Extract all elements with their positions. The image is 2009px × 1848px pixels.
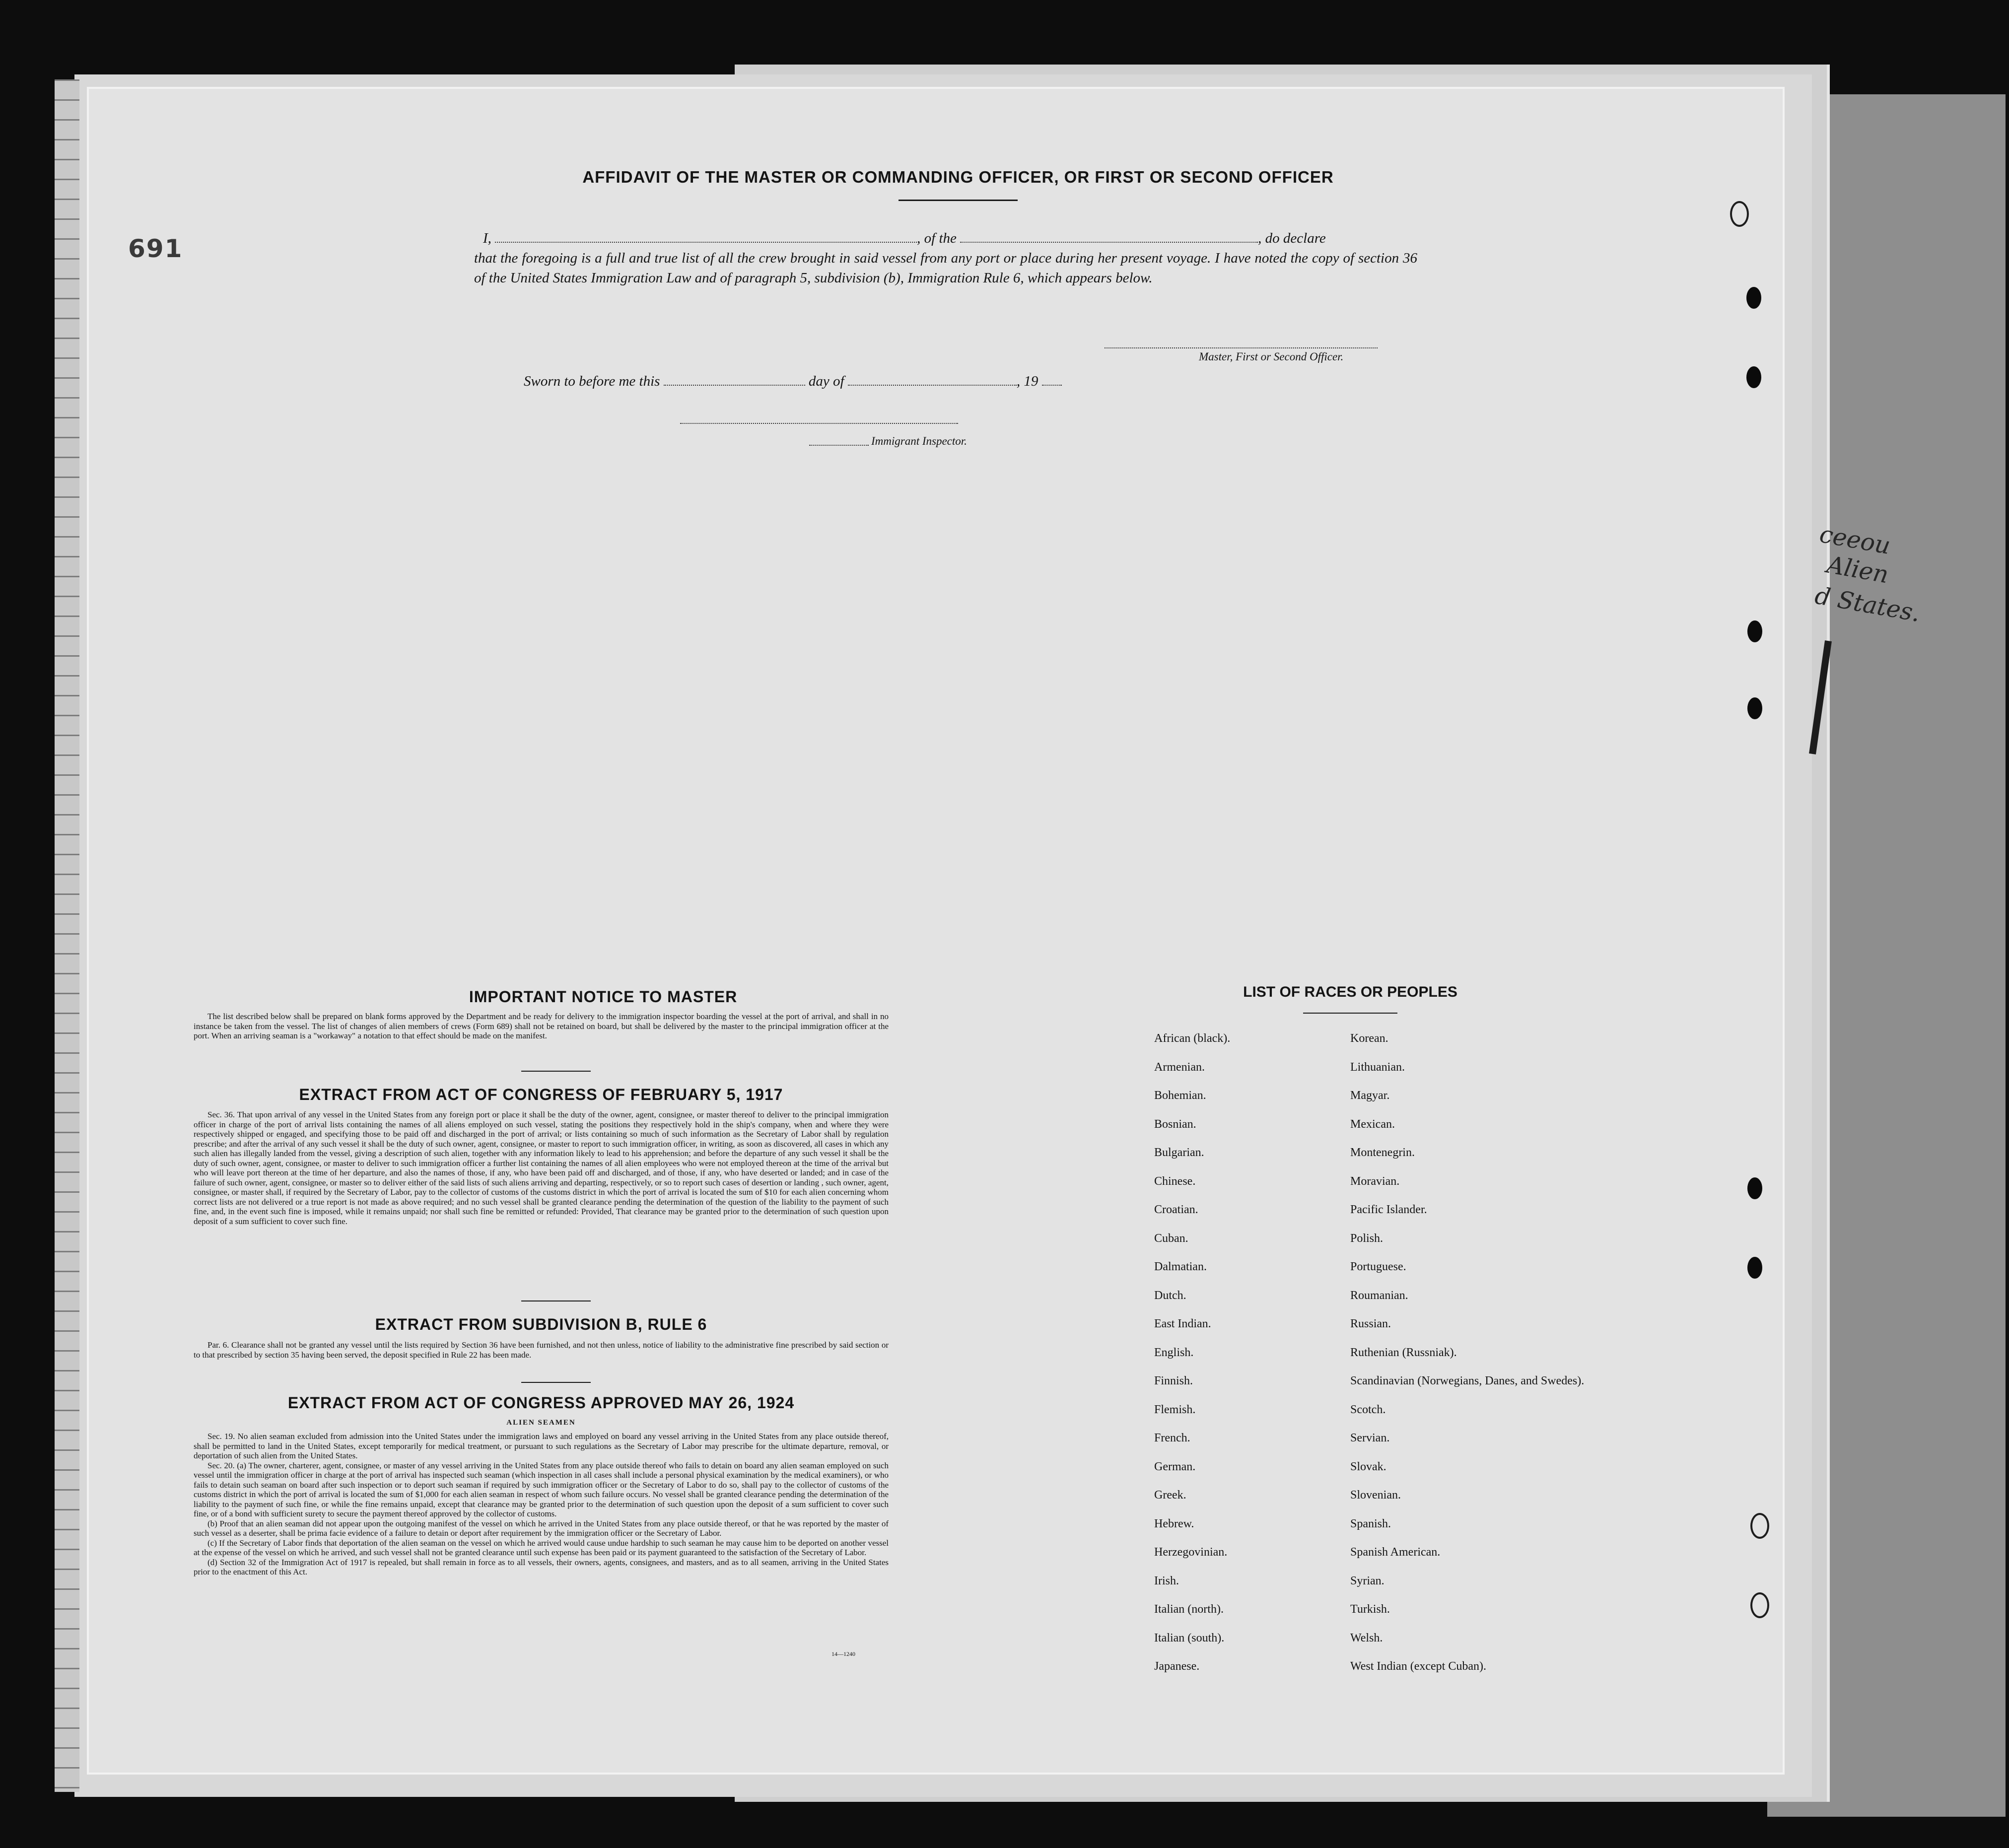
race-item: German. [1154, 1460, 1196, 1473]
race-item: Chinese. [1154, 1174, 1196, 1188]
act-1924-title: EXTRACT FROM ACT OF CONGRESS APPROVED MAY 26, 1924 [287, 1394, 795, 1412]
race-item: Roumanian. [1350, 1289, 1408, 1302]
punch-hole [1747, 1177, 1762, 1199]
do-declare-label: , do declare [1258, 230, 1326, 246]
handwriting-note-2: Alien [1825, 550, 1891, 589]
race-item: Japanese. [1154, 1660, 1200, 1673]
stamp-number: 691 [128, 234, 183, 263]
race-item: West Indian (except Cuban). [1350, 1660, 1486, 1673]
sworn-day-of: day of [808, 373, 844, 389]
sworn-month-blank[interactable] [848, 375, 1017, 386]
punch-hole [1750, 1592, 1769, 1618]
punch-hole [1746, 366, 1761, 388]
race-item: Slovak. [1350, 1460, 1386, 1473]
inspector-label: Immigrant Inspector. [871, 435, 967, 447]
affidavit-line1 [474, 228, 1417, 248]
sec-19-paragraph: Sec. 19. No alien seaman excluded from admission into the United States under the immigration laws and employed on board any vessel arriving in the United States from any place outside thereof, shall be permitted to land in the United States, except temporarily for medical treatment, or pursuant to such regulations as the Secretary of Labor may prescribe for the ultimate departure, removal, or deportation of such alien from the United States. [194, 1432, 889, 1460]
race-item: Lithuanian. [1350, 1060, 1405, 1074]
sworn-day-blank[interactable] [664, 375, 805, 386]
inspector-signature-line[interactable] [680, 423, 958, 424]
affidavit-title: AFFIDAVIT OF THE MASTER OR COMMANDING OFFICER, OR FIRST OR SECOND OFFICER [582, 168, 1334, 186]
race-item: Polish. [1350, 1232, 1384, 1245]
affidavit-body: that the foregoing is a full and true list of all the crew brought in said vessel from any port or place during her present voyage. I have noted the copy of section 36 of the United States Immigration Law and of paragraph 5, subdivision (b), Immigration Rule 6, which appears below. [474, 250, 1417, 286]
race-item: Slovenian. [1350, 1489, 1401, 1502]
act-1917-title: EXTRACT FROM ACT OF CONGRESS OF FEBRUARY 5, 1917 [299, 1086, 783, 1103]
race-item: Pacific Islander. [1350, 1203, 1427, 1216]
sec-20a-paragraph: Sec. 20. (a) The owner, charterer, agent, consignee, or master of any vessel arriving in the United States from any place outside thereof who fails to detain on board any alien seaman employed on such vessel until the immigration officer in charge at the port of arrival has inspected such seaman (which inspection in all cases shall include a personal physical examination by the medical examiners), or who fails to detain such seaman on board after such inspection or to deport such seaman if required by such immigration officer or the Secretary of Labor to do so, shall pay to the collector of customs of the customs district in which the port of arrival is located the sum of $1,000 for each alien seaman in respect of whom such failure occurs. No vessel shall be granted clearance pending the determination of the liability to the payment of such fine, or while the fine remains unpaid, except that clearance may be granted prior to the determination of such question upon the deposit of a sum sufficient to cover such fine, or of a bond with sufficient surety to secure the payment thereof approved by the collector of customs. [194, 1460, 889, 1518]
race-item: Bohemian. [1154, 1089, 1206, 1102]
sec-20d-paragraph: (d) Section 32 of the Immigration Act of 1917 is repealed, but shall remain in force as to all vessels, their owners, agents, consignees, and masters, and as to all seamen, arriving in the United States prior to the enactment of this Act. [194, 1557, 889, 1576]
race-item: French. [1154, 1432, 1190, 1444]
races-left-column [1154, 1031, 1230, 1688]
act-1924-text [194, 1432, 889, 1577]
divider [521, 1071, 591, 1072]
race-item: Hebrew. [1154, 1517, 1194, 1530]
race-item: Korean. [1350, 1032, 1388, 1045]
race-item: Greek. [1154, 1489, 1186, 1502]
name-blank[interactable] [495, 230, 917, 243]
race-item: Moravian. [1350, 1174, 1400, 1188]
race-item: Mexican. [1350, 1117, 1395, 1131]
race-item: Flemish. [1154, 1403, 1196, 1416]
affidavit-text [474, 228, 1417, 288]
races-rule [1303, 1013, 1397, 1014]
race-item: Portuguese. [1350, 1260, 1406, 1273]
sec-20c-paragraph: (c) If the Secretary of Labor finds that deportation of the alien seaman on the vessel on which he arrived would cause undue hardship to such seaman he may cause him to be deported on another vessel at the expense of the vessel on which he arrived, and such vessel shall not be granted clearance until such expense has been paid or its payment guaranteed to the satisfaction of the Secretary of Labor. [194, 1538, 889, 1557]
race-item: English. [1154, 1346, 1194, 1359]
sworn-year: , 19 [1016, 373, 1039, 389]
alien-seamen-subtitle: ALIEN SEAMEN [506, 1419, 576, 1427]
race-item: Servian. [1350, 1432, 1390, 1444]
race-item: Scotch. [1350, 1403, 1386, 1416]
race-item: Magyar. [1350, 1089, 1390, 1102]
vessel-blank[interactable] [960, 230, 1258, 243]
race-item: Turkish. [1350, 1603, 1390, 1616]
rule-6-title: EXTRACT FROM SUBDIVISION B, RULE 6 [375, 1315, 707, 1333]
sec-20b-paragraph: (b) Proof that an alien seaman did not appear upon the outgoing manifest of the vessel on which he arrived in the United States from any place outside thereof, or that he was reported by the master of such vessel as a deserter, shall be prima facie evidence of a failure to detain or deport after requirement by the immigration officer or the Secretary of Labor. [194, 1518, 889, 1538]
punch-hole [1747, 1257, 1762, 1279]
notice-title: IMPORTANT NOTICE TO MASTER [469, 988, 738, 1006]
sworn-prefix: Sworn to before me this [524, 373, 660, 389]
race-item: Bulgarian. [1154, 1146, 1204, 1159]
sworn-year-blank[interactable] [1042, 375, 1062, 386]
sworn-line [524, 373, 1062, 390]
race-item: Ruthenian (Russniak). [1350, 1346, 1457, 1359]
race-item: East Indian. [1154, 1317, 1211, 1330]
form-number: 14—1240 [831, 1650, 855, 1657]
binding-strip [55, 79, 79, 1792]
race-item: Montenegrin. [1350, 1146, 1415, 1159]
punch-hole [1746, 287, 1761, 309]
act-1917-text [194, 1110, 889, 1226]
race-item: Scandinavian (Norwegians, Danes, and Swedes). [1350, 1374, 1585, 1387]
rule-6-text [194, 1340, 889, 1360]
master-signature-line[interactable] [1105, 347, 1378, 348]
race-item: Dalmatian. [1154, 1260, 1207, 1273]
inspector-label-dots [809, 445, 869, 446]
race-item: Bosnian. [1154, 1117, 1196, 1131]
race-item: Cuban. [1154, 1232, 1188, 1245]
races-title: LIST OF RACES OR PEOPLES [1243, 984, 1457, 1000]
races-right-column [1350, 1031, 1584, 1688]
race-item: Herzegovinian. [1154, 1546, 1228, 1559]
punch-hole [1747, 620, 1762, 642]
race-item: Finnish. [1154, 1374, 1193, 1387]
divider [521, 1382, 591, 1383]
race-item: Spanish American. [1350, 1546, 1441, 1559]
race-item: Italian (north). [1154, 1603, 1224, 1616]
master-signature-label: Master, First or Second Officer. [1199, 350, 1344, 363]
handwriting-note-1: ceeou [1817, 520, 1893, 560]
of-the-label: , of the [917, 230, 957, 246]
punch-hole [1730, 201, 1749, 227]
race-item: Syrian. [1350, 1574, 1385, 1587]
pronoun-i: I, [483, 230, 491, 246]
divider [521, 1300, 591, 1301]
notice-text [194, 1012, 889, 1041]
race-item: Spanish. [1350, 1517, 1391, 1530]
punch-hole [1750, 1513, 1769, 1539]
race-item: African (black). [1154, 1032, 1231, 1045]
rule-6-paragraph: Par. 6. Clearance shall not be granted any vessel until the lists required by Section 36 have been furnished, and not then unless, notice of liability to the administrative fine prescribed by said section or to that prescribed by section 35 having been served, the deposit specified in Rule 22 has been made. [194, 1340, 889, 1360]
punch-hole [1747, 697, 1762, 719]
race-item: Croatian. [1154, 1203, 1198, 1216]
race-item: Dutch. [1154, 1289, 1186, 1302]
act-1917-paragraph: Sec. 36. That upon arrival of any vessel in the United States from any foreign port or place it shall be the duty of the owner, agent, consignee, or master thereof to deliver to the principal immigration officer in charge of the port of arrival lists containing the names of all aliens employed on such vessel, stating the positions they respectively hold in the ship's company, when and where they were respectively shipped or engaged, and specifying those to be paid off and discharged in the port of arrival; or lists containing so much of such information as the Secretary of Labor shall by regulation prescribe; and after the arrival of any such vessel it shall be the duty of such owner, agent, consignee, or master to report to such immigration officer, in writing, as soon as discovered, all cases in which any such alien has illegally landed from the vessel, giving a description of such alien, together with any information likely to lead to his apprehension; and before the departure of any such vessel it shall be the duty of such owner, agent, consignee, or master to deliver to such immigration officer a further list containing the names of all alien employees who were not employed thereon at the time of the arrival but who will leave port thereon at the time of her departure, and also the names of those, if any, who have been paid off and discharged, and of those, if any, who have deserted or landed; and in case of the failure of such owner, agent, consignee, or master so to deliver either of the said lists of such aliens arriving and departing, respectively, or so to report such cases of desertion or landing , such owner, agent, consignee, or master shall, if required by the Secretary of Labor, pay to the collector of customs of the customs district in which the port of arrival is located the sum of $10 for each alien concerning whom correct lists are not delivered or a true report is not made as above required; and no such vessel shall be granted clearance pending the determination of the question of the liability to the payment of such fine, and, in the event such fine is imposed, while it remains unpaid; nor shall such fine be remitted or refunded: Provided, That clearance may be granted prior to the determination of such question upon deposit of a sum sufficient to cover such fine. [194, 1110, 889, 1226]
race-item: Irish. [1154, 1574, 1179, 1587]
title-rule [899, 200, 1018, 201]
race-item: Armenian. [1154, 1060, 1205, 1074]
notice-paragraph: The list described below shall be prepared on blank forms approved by the Department and be ready for delivery to the immigration inspector boarding the vessel at the port of arrival, and shall in no instance be taken from the vessel. The list of changes of alien members of crews (Form 689) shall not be retained on board, but shall be delivered by the master to the principal immigration officer at the port. When an arriving seaman is a "workaway" a notation to that effect should be made on the manifest. [194, 1012, 889, 1040]
race-item: Italian (south). [1154, 1631, 1225, 1644]
handwriting-note-3: d States. [1812, 581, 1923, 628]
race-item: Welsh. [1350, 1631, 1383, 1644]
race-item: Russian. [1350, 1317, 1391, 1330]
